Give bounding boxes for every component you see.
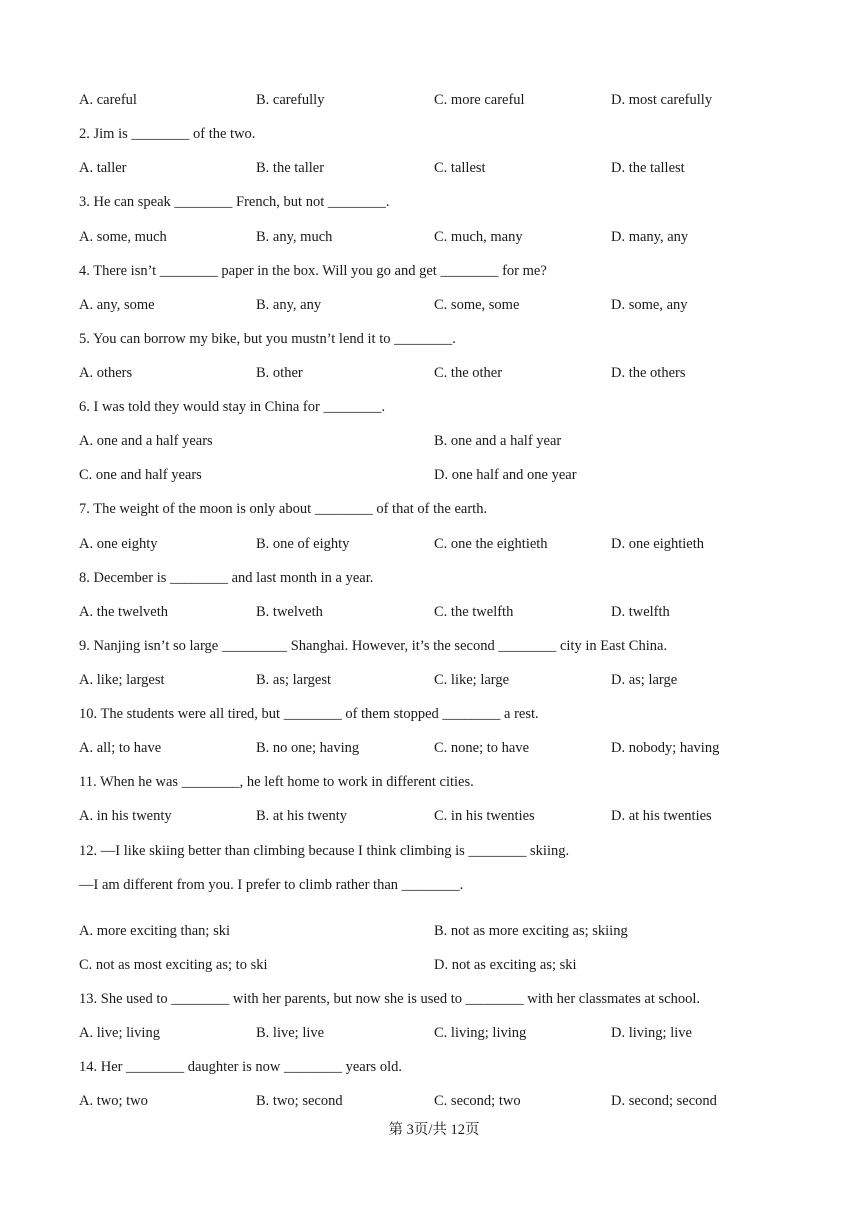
- answer-option: D. at his twenties: [611, 808, 712, 824]
- options-row: [79, 534, 828, 554]
- question-text: 7. The weight of the moon is only about ________ of that of the earth.: [79, 501, 488, 517]
- answer-option: A. like; largest: [79, 672, 165, 688]
- answer-option: C. more careful: [434, 92, 525, 108]
- answer-option: B. one and a half year: [434, 433, 562, 449]
- answer-option: D. one half and one year: [434, 467, 577, 483]
- answer-option: A. more exciting than; ski: [79, 923, 231, 939]
- answer-option: B. the taller: [256, 160, 325, 176]
- answer-option: A. live; living: [79, 1025, 160, 1041]
- options-row: [79, 738, 828, 758]
- answer-option: B. any, any: [256, 297, 322, 313]
- options-row: [79, 295, 828, 315]
- answer-option: A. taller: [79, 160, 127, 176]
- options-row: [79, 602, 828, 622]
- options-row: [79, 1091, 828, 1111]
- options-row: [79, 90, 828, 110]
- answer-option: B. as; largest: [256, 672, 332, 688]
- answer-option: D. not as exciting as; ski: [434, 957, 577, 973]
- answer-option: B. not as more exciting as; skiing: [434, 923, 628, 939]
- answer-option: D. the others: [611, 365, 686, 381]
- answer-option: D. most carefully: [611, 92, 713, 108]
- answer-option: C. one the eightieth: [434, 536, 548, 552]
- answer-option: D. twelfth: [611, 604, 670, 620]
- answer-option: B. live; live: [256, 1025, 325, 1041]
- answer-option: A. any, some: [79, 297, 155, 313]
- options-row: [79, 1023, 828, 1043]
- question-text: —I am different from you. I prefer to climb rather than ________.: [79, 877, 464, 893]
- answer-option: C. some, some: [434, 297, 520, 313]
- answer-option: A. all; to have: [79, 740, 162, 756]
- answer-option: A. the twelveth: [79, 604, 168, 620]
- answer-option: C. one and half years: [79, 467, 202, 483]
- options-row: [79, 431, 828, 451]
- options-row: [79, 227, 828, 247]
- question-text: 8. December is ________ and last month in a year.: [79, 570, 374, 586]
- question-text: 6. I was told they would stay in China for ________.: [79, 399, 386, 415]
- options-row: [79, 158, 828, 178]
- answer-option: A. in his twenty: [79, 808, 172, 824]
- answer-option: C. living; living: [434, 1025, 527, 1041]
- question-text: 2. Jim is ________ of the two.: [79, 126, 256, 142]
- answer-option: C. the other: [434, 365, 503, 381]
- question-text: 5. You can borrow my bike, but you mustn’t lend it to ________.: [79, 331, 456, 347]
- answer-option: A. one eighty: [79, 536, 158, 552]
- answer-option: C. not as most exciting as; to ski: [79, 957, 268, 973]
- answer-option: C. much, many: [434, 229, 523, 245]
- options-row: [79, 921, 828, 941]
- answer-option: C. the twelfth: [434, 604, 514, 620]
- question-text: 12. —I like skiing better than climbing because I think climbing is ________ skiing.: [79, 843, 570, 859]
- answer-option: D. second; second: [611, 1093, 717, 1109]
- answer-option: A. some, much: [79, 229, 167, 245]
- options-row: [79, 465, 828, 485]
- answer-option: B. at his twenty: [256, 808, 348, 824]
- options-row: [79, 363, 828, 383]
- answer-option: B. one of eighty: [256, 536, 350, 552]
- answer-option: B. any, much: [256, 229, 333, 245]
- answer-option: A. careful: [79, 92, 137, 108]
- question-text: 9. Nanjing isn’t so large _________ Shanghai. However, it’s the second ________ city in East China.: [79, 638, 668, 654]
- page-number-footer: 第 3页/共 12页: [388, 1122, 480, 1138]
- options-row: [79, 670, 828, 690]
- answer-option: C. none; to have: [434, 740, 530, 756]
- answer-option: B. twelveth: [256, 604, 323, 620]
- answer-option: B. two; second: [256, 1093, 343, 1109]
- answer-option: A. two; two: [79, 1093, 148, 1109]
- answer-option: D. some, any: [611, 297, 688, 313]
- options-row: [79, 955, 828, 975]
- answer-option: C. like; large: [434, 672, 510, 688]
- question-text: 13. She used to ________ with her parents, but now she is used to ________ with her classmates at school.: [79, 991, 701, 1007]
- question-text: 10. The students were all tired, but ________ of them stopped ________ a rest.: [79, 706, 539, 722]
- answer-option: C. tallest: [434, 160, 486, 176]
- answer-option: B. other: [256, 365, 303, 381]
- answer-option: A. others: [79, 365, 133, 381]
- question-text: 11. When he was ________, he left home to work in different cities.: [79, 774, 474, 790]
- answer-option: B. carefully: [256, 92, 325, 108]
- question-text: 14. Her ________ daughter is now ________ years old.: [79, 1059, 402, 1075]
- answer-option: C. in his twenties: [434, 808, 535, 824]
- question-text: 3. He can speak ________ French, but not ________.: [79, 194, 390, 210]
- answer-option: A. one and a half years: [79, 433, 213, 449]
- answer-option: B. no one; having: [256, 740, 360, 756]
- answer-option: D. nobody; having: [611, 740, 720, 756]
- question-text: 4. There isn’t ________ paper in the box. Will you go and get ________ for me?: [79, 263, 547, 279]
- answer-option: D. many, any: [611, 229, 689, 245]
- answer-option: C. second; two: [434, 1093, 521, 1109]
- options-row: [79, 806, 828, 826]
- answer-option: D. one eightieth: [611, 536, 705, 552]
- answer-option: D. as; large: [611, 672, 678, 688]
- answer-option: D. living; live: [611, 1025, 692, 1041]
- answer-option: D. the tallest: [611, 160, 685, 176]
